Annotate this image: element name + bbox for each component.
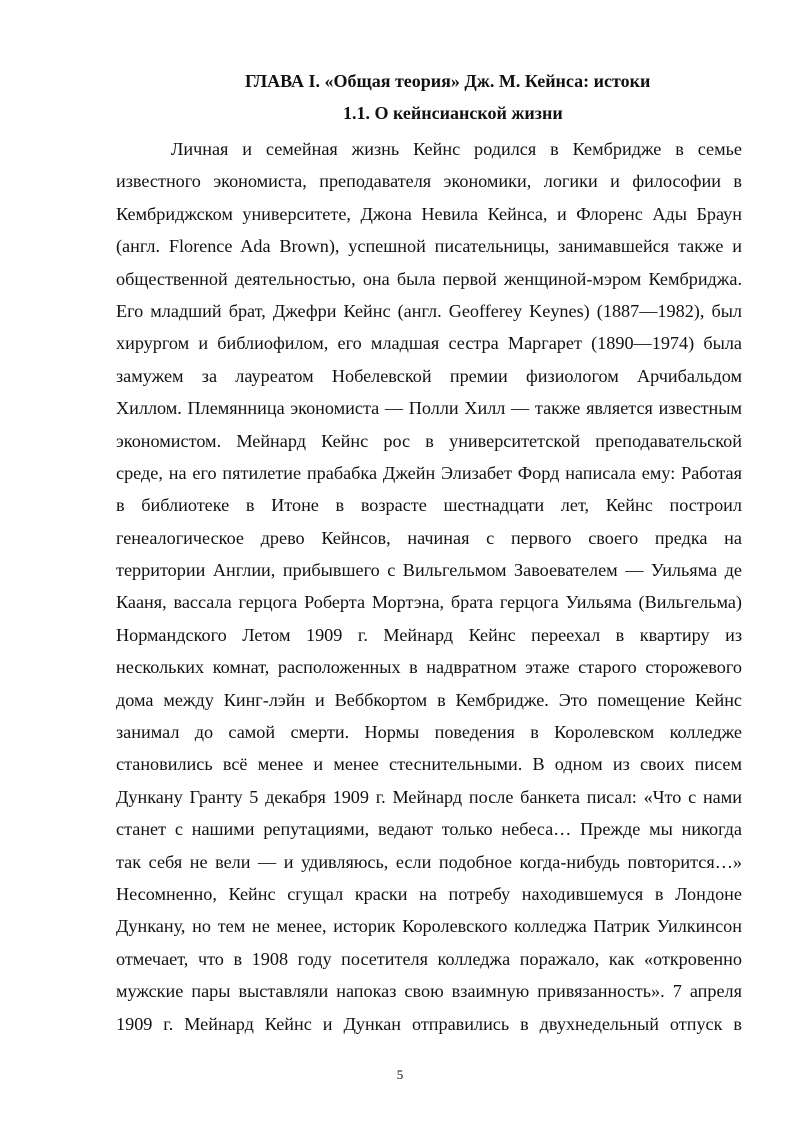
text-line: так себя не вели — и удивляюсь, если подобное когда-нибудь повторится…» xyxy=(116,851,742,872)
text-line: экономистом. Мейнард Кейнс рос в университетской преподавательской xyxy=(116,430,742,451)
text-line: территории Англии, прибывшего с Вильгельмом Завоевателем — Уильяма де xyxy=(116,560,742,581)
text-line: становились всё менее и менее стеснительными. В одном из своих писем xyxy=(116,754,742,775)
text-line: Его младший брат, Джефри Кейнс (англ. Geofferey Keynes) (1887—1982), был xyxy=(116,300,742,321)
text-line: Дункану, но тем не менее, историк Королевского колледжа Патрик Уилкинсон xyxy=(116,916,742,937)
text-line: дома между Кинг-лэйн и Веббкортом в Кембридже. Это помещение Кейнс xyxy=(116,689,742,710)
text-line: генеалогическое древо Кейнсов, начиная с первого своего предка на xyxy=(116,527,742,548)
text-line: отмечает, что в 1908 году посетителя колледжа поражало, как «откровенно xyxy=(116,948,742,969)
text-line: Нормандского Летом 1909 г. Мейнард Кейнс переехал в квартиру из xyxy=(116,624,742,645)
text-line: замужем за лауреатом Нобелевской премии физиологом Арчибальдом xyxy=(116,365,742,386)
chapter-title: ГЛАВА I. «Общая теория» Дж. М. Кейнса: истоки xyxy=(245,71,651,91)
text-line: Кембриджском университете, Джона Невила Кейнса, и Флоренс Ады Браун xyxy=(116,203,742,224)
text-line: среде, на его пятилетие прабабка Джейн Элизабет Форд написала ему: Работая xyxy=(116,462,742,483)
text-line: в библиотеке в Итоне в возрасте шестнадцати лет, Кейнс построил xyxy=(116,495,742,516)
section-title: 1.1. О кейнсианской жизни xyxy=(343,103,563,123)
text-line: станет с нашими репутациями, ведают только небеса… Прежде мы никогда xyxy=(116,819,742,840)
text-line: 1909 г. Мейнард Кейнс и Дункан отправились в двухнедельный отпуск в xyxy=(116,1013,742,1034)
body-paragraph xyxy=(116,133,742,1040)
text-line: (англ. Florence Ada Brown), успешной писательницы, занимавшейся также и xyxy=(116,236,742,257)
text-line: Дункану Гранту 5 декабря 1909 г. Мейнард после банкета писал: «Что с нами xyxy=(116,786,742,807)
text-line: хирургом и библиофилом, его младшая сестра Маргарет (1890—1974) была xyxy=(116,333,742,354)
text-line: Кааня, вассала герцога Роберта Мортэна, брата герцога Уильяма (Вильгельма) xyxy=(116,592,742,613)
text-line: Личная и семейная жизнь Кейнс родился в Кембридже в семье xyxy=(171,139,742,159)
page-number: 5 xyxy=(396,1067,404,1082)
text-line: мужские пары выставляли напоказ свою взаимную привязанность». 7 апреля xyxy=(116,981,742,1002)
text-line: известного экономиста, преподавателя экономики, логики и философии в xyxy=(116,171,742,192)
text-line: нескольких комнат, расположенных в надвратном этаже старого сторожевого xyxy=(116,657,742,678)
text-line: общественной деятельностью, она была первой женщиной-мэром Кембриджа. xyxy=(116,268,742,289)
text-line: занимал до самой смерти. Нормы поведения в Королевском колледже xyxy=(116,722,742,743)
text-line: Несомненно, Кейнс сгущал краски на потребу находившемуся в Лондоне xyxy=(116,883,742,904)
text-line: Хиллом. Племянница экономиста — Полли Хилл — также является известным xyxy=(116,398,742,419)
